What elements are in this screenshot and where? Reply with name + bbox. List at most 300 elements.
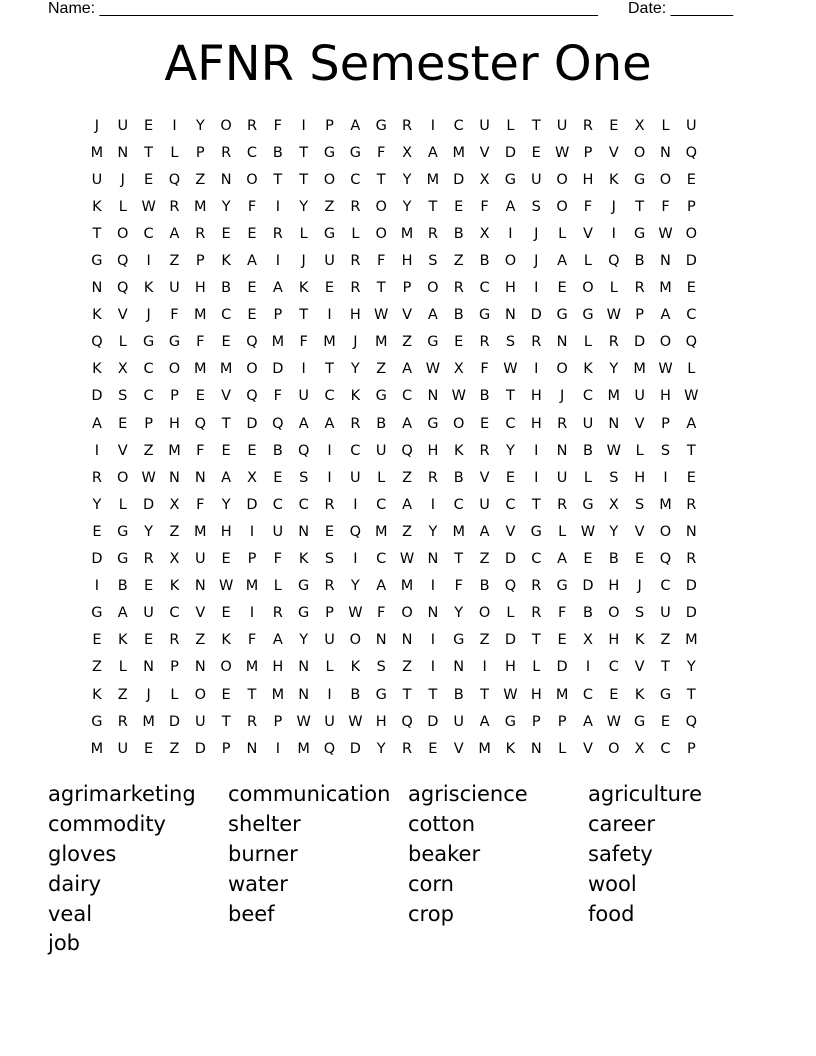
grid-letter: P bbox=[557, 713, 567, 730]
word-list-item: shelter bbox=[228, 811, 301, 836]
grid-letter: M bbox=[219, 361, 233, 378]
grid-letter: B bbox=[272, 144, 283, 161]
grid-letter: Y bbox=[505, 442, 515, 459]
grid-letter: Q bbox=[246, 388, 258, 405]
grid-letter: C bbox=[505, 496, 516, 513]
grid-letter: Y bbox=[221, 198, 231, 215]
grid-letter: Y bbox=[454, 605, 464, 622]
grid-letter: A bbox=[505, 198, 516, 215]
grid-letter: U bbox=[375, 442, 387, 459]
grid-letter: E bbox=[479, 415, 490, 432]
grid-letter: Q bbox=[272, 415, 284, 432]
grid-letter: V bbox=[582, 225, 593, 242]
grid-letter: X bbox=[634, 117, 645, 134]
grid-letter: B bbox=[634, 253, 645, 270]
grid-letter: M bbox=[374, 334, 388, 351]
grid-letter: E bbox=[144, 740, 154, 757]
grid-row bbox=[84, 112, 704, 139]
grid-letter: N bbox=[194, 659, 206, 676]
grid-letter: F bbox=[247, 198, 257, 215]
grid-letter: K bbox=[92, 686, 102, 703]
grid-letter: E bbox=[92, 523, 102, 540]
grid-row bbox=[84, 437, 704, 464]
grid-letter: M bbox=[271, 686, 285, 703]
grid-letter: Q bbox=[91, 334, 103, 351]
grid-letter: X bbox=[169, 496, 180, 513]
grid-letter: S bbox=[609, 469, 619, 486]
grid-letter: T bbox=[686, 686, 696, 703]
word-list-item: veal bbox=[48, 901, 93, 926]
grid-letter: G bbox=[375, 388, 387, 405]
grid-letter: Z bbox=[402, 334, 413, 351]
grid-letter: T bbox=[299, 307, 309, 324]
grid-row bbox=[84, 627, 704, 654]
grid-letter: N bbox=[556, 442, 568, 459]
grid-letter: M bbox=[90, 740, 104, 757]
grid-letter: R bbox=[686, 551, 697, 568]
grid-letter: D bbox=[168, 713, 181, 730]
grid-letter: O bbox=[633, 144, 646, 161]
grid-letter: J bbox=[534, 253, 539, 270]
word-list-item: corn bbox=[408, 871, 454, 896]
grid-letter: C bbox=[401, 388, 413, 405]
grid-letter: G bbox=[298, 578, 310, 595]
grid-letter: P bbox=[402, 280, 412, 297]
grid-letter: T bbox=[686, 442, 696, 459]
grid-letter: U bbox=[350, 469, 361, 486]
grid-letter: R bbox=[169, 198, 180, 215]
word-list-row bbox=[48, 869, 768, 899]
grid-letter: X bbox=[247, 469, 257, 486]
grid-letter: S bbox=[428, 253, 438, 270]
grid-letter: R bbox=[531, 605, 542, 622]
grid-letter: I bbox=[301, 117, 306, 134]
grid-letter: M bbox=[400, 225, 414, 242]
word-list-row bbox=[48, 928, 768, 958]
word-list-item: crop bbox=[408, 901, 454, 926]
grid-letter: I bbox=[663, 469, 668, 486]
grid-letter: W bbox=[658, 225, 673, 242]
word-list-item: agrimarketing bbox=[48, 781, 196, 806]
grid-letter: W bbox=[141, 198, 156, 215]
grid-letter: K bbox=[92, 361, 102, 378]
grid-row bbox=[84, 708, 704, 735]
grid-letter: E bbox=[247, 442, 257, 459]
grid-letter: S bbox=[118, 388, 128, 405]
grid-letter: V bbox=[117, 442, 128, 459]
grid-letter: W bbox=[503, 686, 518, 703]
grid-letter: Y bbox=[144, 523, 154, 540]
grid-letter: G bbox=[634, 713, 646, 730]
grid-letter: C bbox=[246, 144, 258, 161]
grid-letter: S bbox=[531, 198, 541, 215]
grid-letter: Z bbox=[91, 659, 102, 676]
grid-letter: N bbox=[427, 388, 439, 405]
grid-letter: Y bbox=[221, 496, 231, 513]
grid-letter: D bbox=[91, 388, 103, 405]
grid-letter: B bbox=[453, 469, 464, 486]
grid-letter: U bbox=[479, 117, 490, 134]
grid-letter: A bbox=[479, 523, 490, 540]
grid-letter: P bbox=[583, 144, 593, 161]
grid-letter: V bbox=[117, 307, 128, 324]
grid-letter: U bbox=[453, 713, 465, 730]
grid-letter: U bbox=[143, 605, 154, 622]
grid-letter: E bbox=[144, 117, 154, 134]
grid-letter: P bbox=[221, 740, 231, 757]
grid-letter: E bbox=[324, 280, 335, 297]
grid-letter: Q bbox=[297, 442, 310, 459]
grid-letter: V bbox=[453, 740, 464, 757]
grid-letter: O bbox=[659, 334, 672, 351]
grid-letter: I bbox=[430, 578, 436, 595]
grid-letter: D bbox=[427, 713, 439, 730]
grid-letter: A bbox=[427, 144, 438, 161]
grid-letter: R bbox=[531, 334, 542, 351]
grid-letter: C bbox=[582, 686, 594, 703]
grid-letter: R bbox=[272, 605, 283, 622]
grid-letter: F bbox=[480, 361, 489, 378]
grid-letter: E bbox=[221, 334, 231, 351]
grid-letter: O bbox=[375, 225, 387, 242]
grid-letter: F bbox=[299, 334, 308, 351]
grid-letter: K bbox=[169, 578, 180, 595]
grid-letter: U bbox=[117, 740, 129, 757]
grid-letter: H bbox=[220, 523, 232, 540]
grid-letter: Z bbox=[376, 361, 387, 378]
grid-letter: N bbox=[298, 659, 310, 676]
grid-letter: G bbox=[168, 334, 181, 351]
grid-letter: W bbox=[141, 469, 156, 486]
grid-letter: I bbox=[430, 496, 436, 513]
grid-letter: C bbox=[376, 551, 387, 568]
grid-letter: F bbox=[196, 334, 205, 351]
grid-letter: P bbox=[170, 388, 179, 405]
grid-letter: C bbox=[143, 388, 154, 405]
grid-letter: S bbox=[635, 496, 645, 513]
grid-letter: F bbox=[196, 442, 205, 459]
grid-letter: K bbox=[609, 171, 619, 188]
grid-row bbox=[84, 491, 704, 518]
grid-row bbox=[84, 464, 704, 491]
grid-letter: J bbox=[301, 253, 306, 270]
grid-letter: F bbox=[377, 144, 386, 161]
grid-letter: E bbox=[609, 117, 619, 134]
grid-letter: K bbox=[298, 280, 309, 297]
grid-letter: A bbox=[324, 415, 335, 432]
grid-letter: D bbox=[91, 551, 103, 568]
word-list-item: career bbox=[588, 811, 656, 836]
grid-letter: I bbox=[327, 307, 332, 324]
grid-letter: V bbox=[221, 388, 232, 405]
grid-letter: U bbox=[298, 388, 309, 405]
grid-letter: R bbox=[402, 117, 413, 134]
grid-letter: A bbox=[427, 307, 438, 324]
word-list-item: water bbox=[228, 871, 288, 896]
grid-letter: P bbox=[325, 605, 334, 622]
grid-letter: M bbox=[633, 361, 646, 378]
grid-letter: I bbox=[534, 361, 539, 378]
grid-letter: M bbox=[194, 307, 207, 324]
grid-letter: M bbox=[659, 280, 672, 297]
grid-letter: M bbox=[194, 523, 207, 540]
grid-letter: S bbox=[324, 551, 335, 568]
grid-letter: F bbox=[273, 551, 282, 568]
grid-letter: O bbox=[220, 659, 232, 676]
grid-letter: W bbox=[554, 144, 570, 161]
grid-letter: T bbox=[531, 117, 541, 134]
grid-row bbox=[84, 166, 704, 193]
grid-letter: H bbox=[530, 415, 542, 432]
grid-letter: Z bbox=[453, 253, 464, 270]
word-list-item: gloves bbox=[48, 841, 117, 866]
grid-letter: Z bbox=[117, 686, 128, 703]
grid-letter: A bbox=[557, 253, 568, 270]
grid-letter: A bbox=[686, 415, 697, 432]
grid-letter: Z bbox=[169, 740, 180, 757]
grid-letter: G bbox=[91, 713, 103, 730]
grid-letter: K bbox=[583, 361, 593, 378]
grid-letter: E bbox=[247, 280, 257, 297]
grid-letter: Y bbox=[92, 496, 102, 513]
grid-letter: D bbox=[143, 496, 155, 513]
grid-letter: G bbox=[323, 144, 336, 161]
grid-letter: L bbox=[273, 578, 282, 595]
grid-letter: Q bbox=[401, 713, 413, 730]
grid-letter: Z bbox=[195, 632, 206, 649]
grid-letter: M bbox=[323, 334, 336, 351]
grid-letter: N bbox=[427, 605, 439, 622]
grid-letter: F bbox=[377, 605, 386, 622]
grid-letter: R bbox=[169, 632, 180, 649]
grid-letter: Y bbox=[428, 523, 438, 540]
grid-letter: C bbox=[660, 740, 671, 757]
grid-letter: H bbox=[634, 469, 646, 486]
grid-letter: P bbox=[531, 713, 541, 730]
grid-letter: C bbox=[660, 578, 671, 595]
grid-letter: L bbox=[325, 659, 334, 676]
grid-letter: G bbox=[117, 523, 129, 540]
grid-letter: Q bbox=[685, 334, 698, 351]
grid-letter: H bbox=[194, 280, 206, 297]
grid-letter: F bbox=[583, 198, 593, 215]
grid-letter: F bbox=[454, 578, 463, 595]
grid-row bbox=[84, 193, 704, 220]
grid-letter: A bbox=[272, 280, 283, 297]
grid-letter: B bbox=[350, 686, 361, 703]
grid-letter: G bbox=[556, 578, 568, 595]
grid-row bbox=[84, 302, 704, 329]
grid-letter: C bbox=[608, 659, 619, 676]
grid-letter: Y bbox=[402, 198, 412, 215]
grid-letter: H bbox=[608, 578, 620, 595]
name-field-label: Name: ________________________________________________________ bbox=[48, 0, 598, 17]
grid-letter: M bbox=[685, 632, 698, 649]
grid-letter: X bbox=[634, 740, 645, 757]
grid-row bbox=[84, 356, 704, 383]
grid-letter: C bbox=[221, 307, 232, 324]
grid-letter: U bbox=[686, 117, 697, 134]
grid-letter: N bbox=[530, 740, 542, 757]
grid-letter: H bbox=[582, 171, 594, 188]
grid-letter: V bbox=[634, 523, 645, 540]
grid-letter: P bbox=[170, 659, 179, 676]
grid-letter: J bbox=[146, 686, 151, 703]
grid-letter: D bbox=[194, 740, 206, 757]
grid-letter: E bbox=[221, 225, 231, 242]
grid-letter: F bbox=[661, 198, 670, 215]
grid-letter: L bbox=[583, 253, 592, 270]
grid-letter: B bbox=[117, 578, 128, 595]
grid-letter: G bbox=[117, 551, 129, 568]
grid-letter: M bbox=[271, 334, 285, 351]
grid-letter: B bbox=[453, 307, 464, 324]
grid-letter: Z bbox=[169, 253, 180, 270]
grid-letter: V bbox=[634, 659, 645, 676]
grid-letter: H bbox=[608, 632, 620, 649]
word-list-item: wool bbox=[588, 871, 637, 896]
grid-letter: E bbox=[221, 442, 231, 459]
grid-letter: I bbox=[275, 740, 280, 757]
grid-letter: D bbox=[246, 496, 258, 513]
grid-letter: V bbox=[582, 740, 593, 757]
grid-letter: E bbox=[557, 632, 567, 649]
grid-letter: O bbox=[556, 361, 568, 378]
grid-letter: W bbox=[451, 388, 466, 405]
grid-letter: Y bbox=[376, 740, 386, 757]
grid-letter: R bbox=[634, 280, 645, 297]
grid-letter: W bbox=[684, 388, 699, 405]
grid-letter: W bbox=[374, 307, 389, 324]
grid-letter: T bbox=[428, 686, 438, 703]
grid-letter: Q bbox=[117, 280, 129, 297]
grid-letter: U bbox=[479, 496, 490, 513]
grid-letter: O bbox=[220, 117, 232, 134]
grid-letter: T bbox=[531, 496, 541, 513]
grid-letter: X bbox=[402, 144, 413, 161]
grid-letter: W bbox=[348, 713, 363, 730]
grid-letter: B bbox=[582, 605, 593, 622]
grid-row bbox=[84, 275, 704, 302]
grid-letter: U bbox=[556, 117, 568, 134]
grid-letter: B bbox=[221, 280, 232, 297]
grid-letter: O bbox=[556, 198, 568, 215]
grid-letter: M bbox=[374, 523, 388, 540]
grid-letter: R bbox=[195, 225, 206, 242]
grid-letter: F bbox=[273, 117, 282, 134]
grid-letter: G bbox=[142, 334, 155, 351]
grid-letter: R bbox=[531, 578, 542, 595]
grid-letter: L bbox=[609, 280, 618, 297]
grid-letter: O bbox=[582, 280, 594, 297]
grid-row bbox=[84, 654, 704, 681]
grid-letter: R bbox=[427, 225, 438, 242]
grid-letter: K bbox=[350, 388, 361, 405]
grid-letter: R bbox=[557, 496, 568, 513]
grid-letter: B bbox=[479, 388, 490, 405]
grid-letter: S bbox=[635, 605, 645, 622]
grid-letter: E bbox=[221, 605, 231, 622]
grid-letter: P bbox=[635, 307, 645, 324]
grid-letter: K bbox=[118, 632, 128, 649]
grid-letter: L bbox=[118, 198, 127, 215]
grid-letter: W bbox=[606, 307, 621, 324]
grid-letter: W bbox=[503, 361, 518, 378]
grid-letter: G bbox=[659, 686, 672, 703]
grid-letter: D bbox=[685, 605, 697, 622]
grid-letter: Q bbox=[401, 442, 413, 459]
grid-letter: N bbox=[194, 578, 206, 595]
grid-letter: F bbox=[170, 307, 179, 324]
grid-letter: T bbox=[299, 144, 309, 161]
grid-letter: I bbox=[249, 605, 255, 622]
grid-letter: P bbox=[686, 740, 696, 757]
grid-letter: G bbox=[504, 713, 517, 730]
grid-letter: E bbox=[247, 307, 257, 324]
grid-letter: M bbox=[400, 578, 414, 595]
grid-letter: Q bbox=[349, 523, 362, 540]
grid-letter: I bbox=[611, 225, 616, 242]
grid-letter: G bbox=[582, 307, 594, 324]
grid-letter: G bbox=[323, 225, 336, 242]
grid-letter: I bbox=[430, 117, 436, 134]
grid-letter: D bbox=[504, 632, 516, 649]
grid-letter: I bbox=[94, 578, 100, 595]
grid-letter: K bbox=[92, 198, 102, 215]
grid-letter: H bbox=[427, 442, 439, 459]
grid-letter: E bbox=[144, 578, 154, 595]
grid-letter: N bbox=[375, 632, 387, 649]
grid-letter: P bbox=[661, 415, 670, 432]
grid-letter: A bbox=[169, 225, 180, 242]
grid-letter: O bbox=[246, 171, 258, 188]
grid-letter: E bbox=[686, 280, 696, 297]
grid-letter: I bbox=[534, 442, 539, 459]
grid-letter: Q bbox=[323, 740, 336, 757]
grid-letter: Y bbox=[195, 117, 205, 134]
grid-letter: G bbox=[453, 632, 465, 649]
grid-letter: Z bbox=[402, 469, 413, 486]
grid-letter: M bbox=[90, 144, 104, 161]
word-list-item: beef bbox=[228, 901, 275, 926]
grid-letter: L bbox=[687, 361, 696, 378]
grid-letter: N bbox=[246, 740, 258, 757]
grid-letter: I bbox=[508, 225, 513, 242]
grid-letter: K bbox=[634, 686, 645, 703]
grid-letter: D bbox=[685, 578, 697, 595]
grid-letter: U bbox=[194, 713, 206, 730]
grid-letter: Q bbox=[685, 144, 698, 161]
grid-letter: T bbox=[454, 551, 464, 568]
grid-letter: B bbox=[582, 442, 593, 459]
grid-letter: I bbox=[275, 253, 280, 270]
grid-letter: P bbox=[686, 198, 696, 215]
grid-letter: L bbox=[118, 496, 127, 513]
grid-row bbox=[84, 220, 704, 247]
grid-letter: Y bbox=[350, 361, 360, 378]
grid-letter: M bbox=[478, 740, 491, 757]
grid-letter: L bbox=[583, 334, 592, 351]
grid-letter: L bbox=[558, 225, 567, 242]
grid-letter: K bbox=[350, 659, 361, 676]
grid-letter: A bbox=[350, 117, 361, 134]
grid-letter: X bbox=[608, 496, 619, 513]
grid-letter: K bbox=[634, 632, 645, 649]
grid-letter: Y bbox=[686, 659, 696, 676]
grid-letter: L bbox=[351, 225, 360, 242]
grid-letter: R bbox=[557, 415, 568, 432]
grid-letter: Z bbox=[479, 551, 490, 568]
